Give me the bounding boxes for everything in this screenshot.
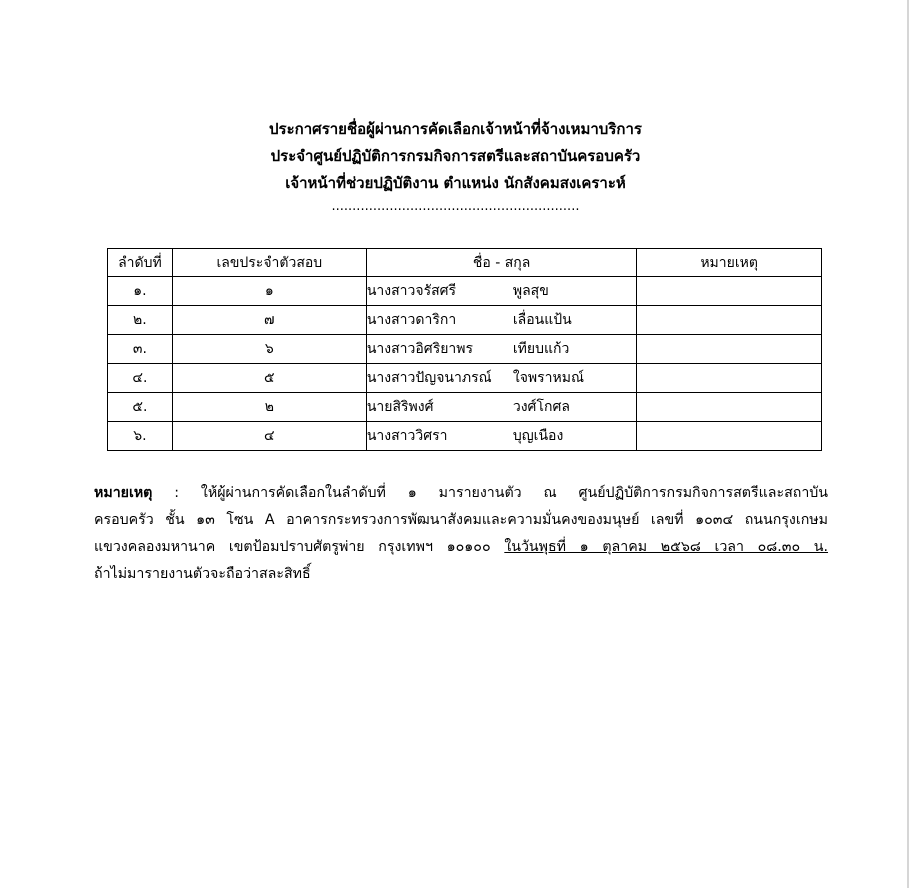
remark-label: หมายเหตุ [94, 485, 153, 501]
cell-exam-id: ๖ [172, 335, 366, 364]
cell-note [637, 306, 822, 335]
given-name: นางสาวจรัสศรี [366, 283, 457, 299]
table-row [108, 393, 822, 422]
cell-note [637, 364, 822, 393]
given-name: นางสาวอิศริยาพร [366, 341, 474, 357]
selected-candidates-table [107, 248, 822, 451]
given-name: นางสาวปัญจนาภรณ์ [366, 370, 492, 386]
table-row [108, 277, 822, 306]
cell-full-name [366, 364, 636, 393]
report-date-time: ในวันพุธที่ ๑ ตุลาคม ๒๕๖๘ เวลา ๐๘.๓๐ น. [504, 539, 829, 555]
table-row [108, 335, 822, 364]
cell-exam-id: ๗ [172, 306, 366, 335]
surname: เทียบแก้ว [512, 341, 570, 357]
header-order: ลำดับที่ [108, 249, 173, 277]
heading-dotted-rule: ............................................................ [331, 199, 580, 214]
surname: เลื่อนแป้น [512, 312, 572, 328]
cell-note [637, 277, 822, 306]
cell-order: ๒. [108, 306, 173, 335]
surname: พูลสุข [512, 283, 549, 299]
cell-full-name [366, 335, 636, 364]
announcement-heading [0, 116, 911, 217]
remark-line-4: ถ้าไม่มารายงานตัวจะถือว่าสละสิทธิ์ [94, 566, 311, 582]
cell-note [637, 422, 822, 451]
heading-line-2: ประจำศูนย์ปฏิบัติการกรมกิจการสตรีและสถาบันครอบครัว [270, 147, 641, 165]
table-row [108, 422, 822, 451]
cell-note [637, 393, 822, 422]
header-note: หมายเหตุ [637, 249, 822, 277]
cell-order: ๑. [108, 277, 173, 306]
cell-order: ๖. [108, 422, 173, 451]
remark-text-1: : ให้ผู้ผ่านการคัดเลือกในลำดับที่ ๑ มารายงานตัว ณ ศูนย์ปฏิบัติการกรมกิจการสตรีและสถาบัน [152, 485, 828, 501]
given-name: นายสิริพงศ์ [366, 399, 434, 415]
cell-exam-id: ๑ [172, 277, 366, 306]
cell-full-name [366, 422, 636, 451]
cell-full-name [366, 277, 636, 306]
cell-full-name [366, 306, 636, 335]
remark-paragraph [94, 480, 828, 588]
given-name: นางสาวดาริกา [366, 312, 457, 328]
header-full-name: ชื่อ - สกุล [366, 249, 636, 277]
cell-full-name [366, 393, 636, 422]
cell-note [637, 335, 822, 364]
table-row [108, 364, 822, 393]
surname: บุญเนือง [512, 428, 564, 444]
surname: ใจพราหมณ์ [512, 370, 584, 386]
header-exam-id: เลขประจำตัวสอบ [172, 249, 366, 277]
cell-order: ๕. [108, 393, 173, 422]
cell-order: ๓. [108, 335, 173, 364]
heading-line-3: เจ้าหน้าที่ช่วยปฏิบัติงาน ตำแหน่ง นักสังคมสงเคราะห์ [285, 174, 626, 192]
remark-line-1 [94, 480, 828, 507]
table-row [108, 306, 822, 335]
remark-line-3 [94, 534, 828, 561]
cell-order: ๔. [108, 364, 173, 393]
remark-text-3: แขวงคลองมหานาค เขตป้อมปราบศัตรูพ่าย กรุงเทพฯ ๑๐๑๐๐ [94, 539, 505, 555]
heading-line-1: ประกาศรายชื่อผู้ผ่านการคัดเลือกเจ้าหน้าที่จ้างเหมาบริการ [269, 120, 642, 138]
table-header-row [108, 249, 822, 277]
given-name: นางสาววิศรา [366, 428, 448, 444]
cell-exam-id: ๕ [172, 364, 366, 393]
surname: วงศ์โกศล [512, 399, 570, 415]
cell-exam-id: ๒ [172, 393, 366, 422]
cell-exam-id: ๔ [172, 422, 366, 451]
remark-line-2: ครอบครัว ชั้น ๑๓ โซน A อาคารกระทรวงการพัฒนาสังคมและความมั่นคงของมนุษย์ เลขที่ ๑๐๓๔ ถนนกรุงเกษม [94, 512, 828, 528]
